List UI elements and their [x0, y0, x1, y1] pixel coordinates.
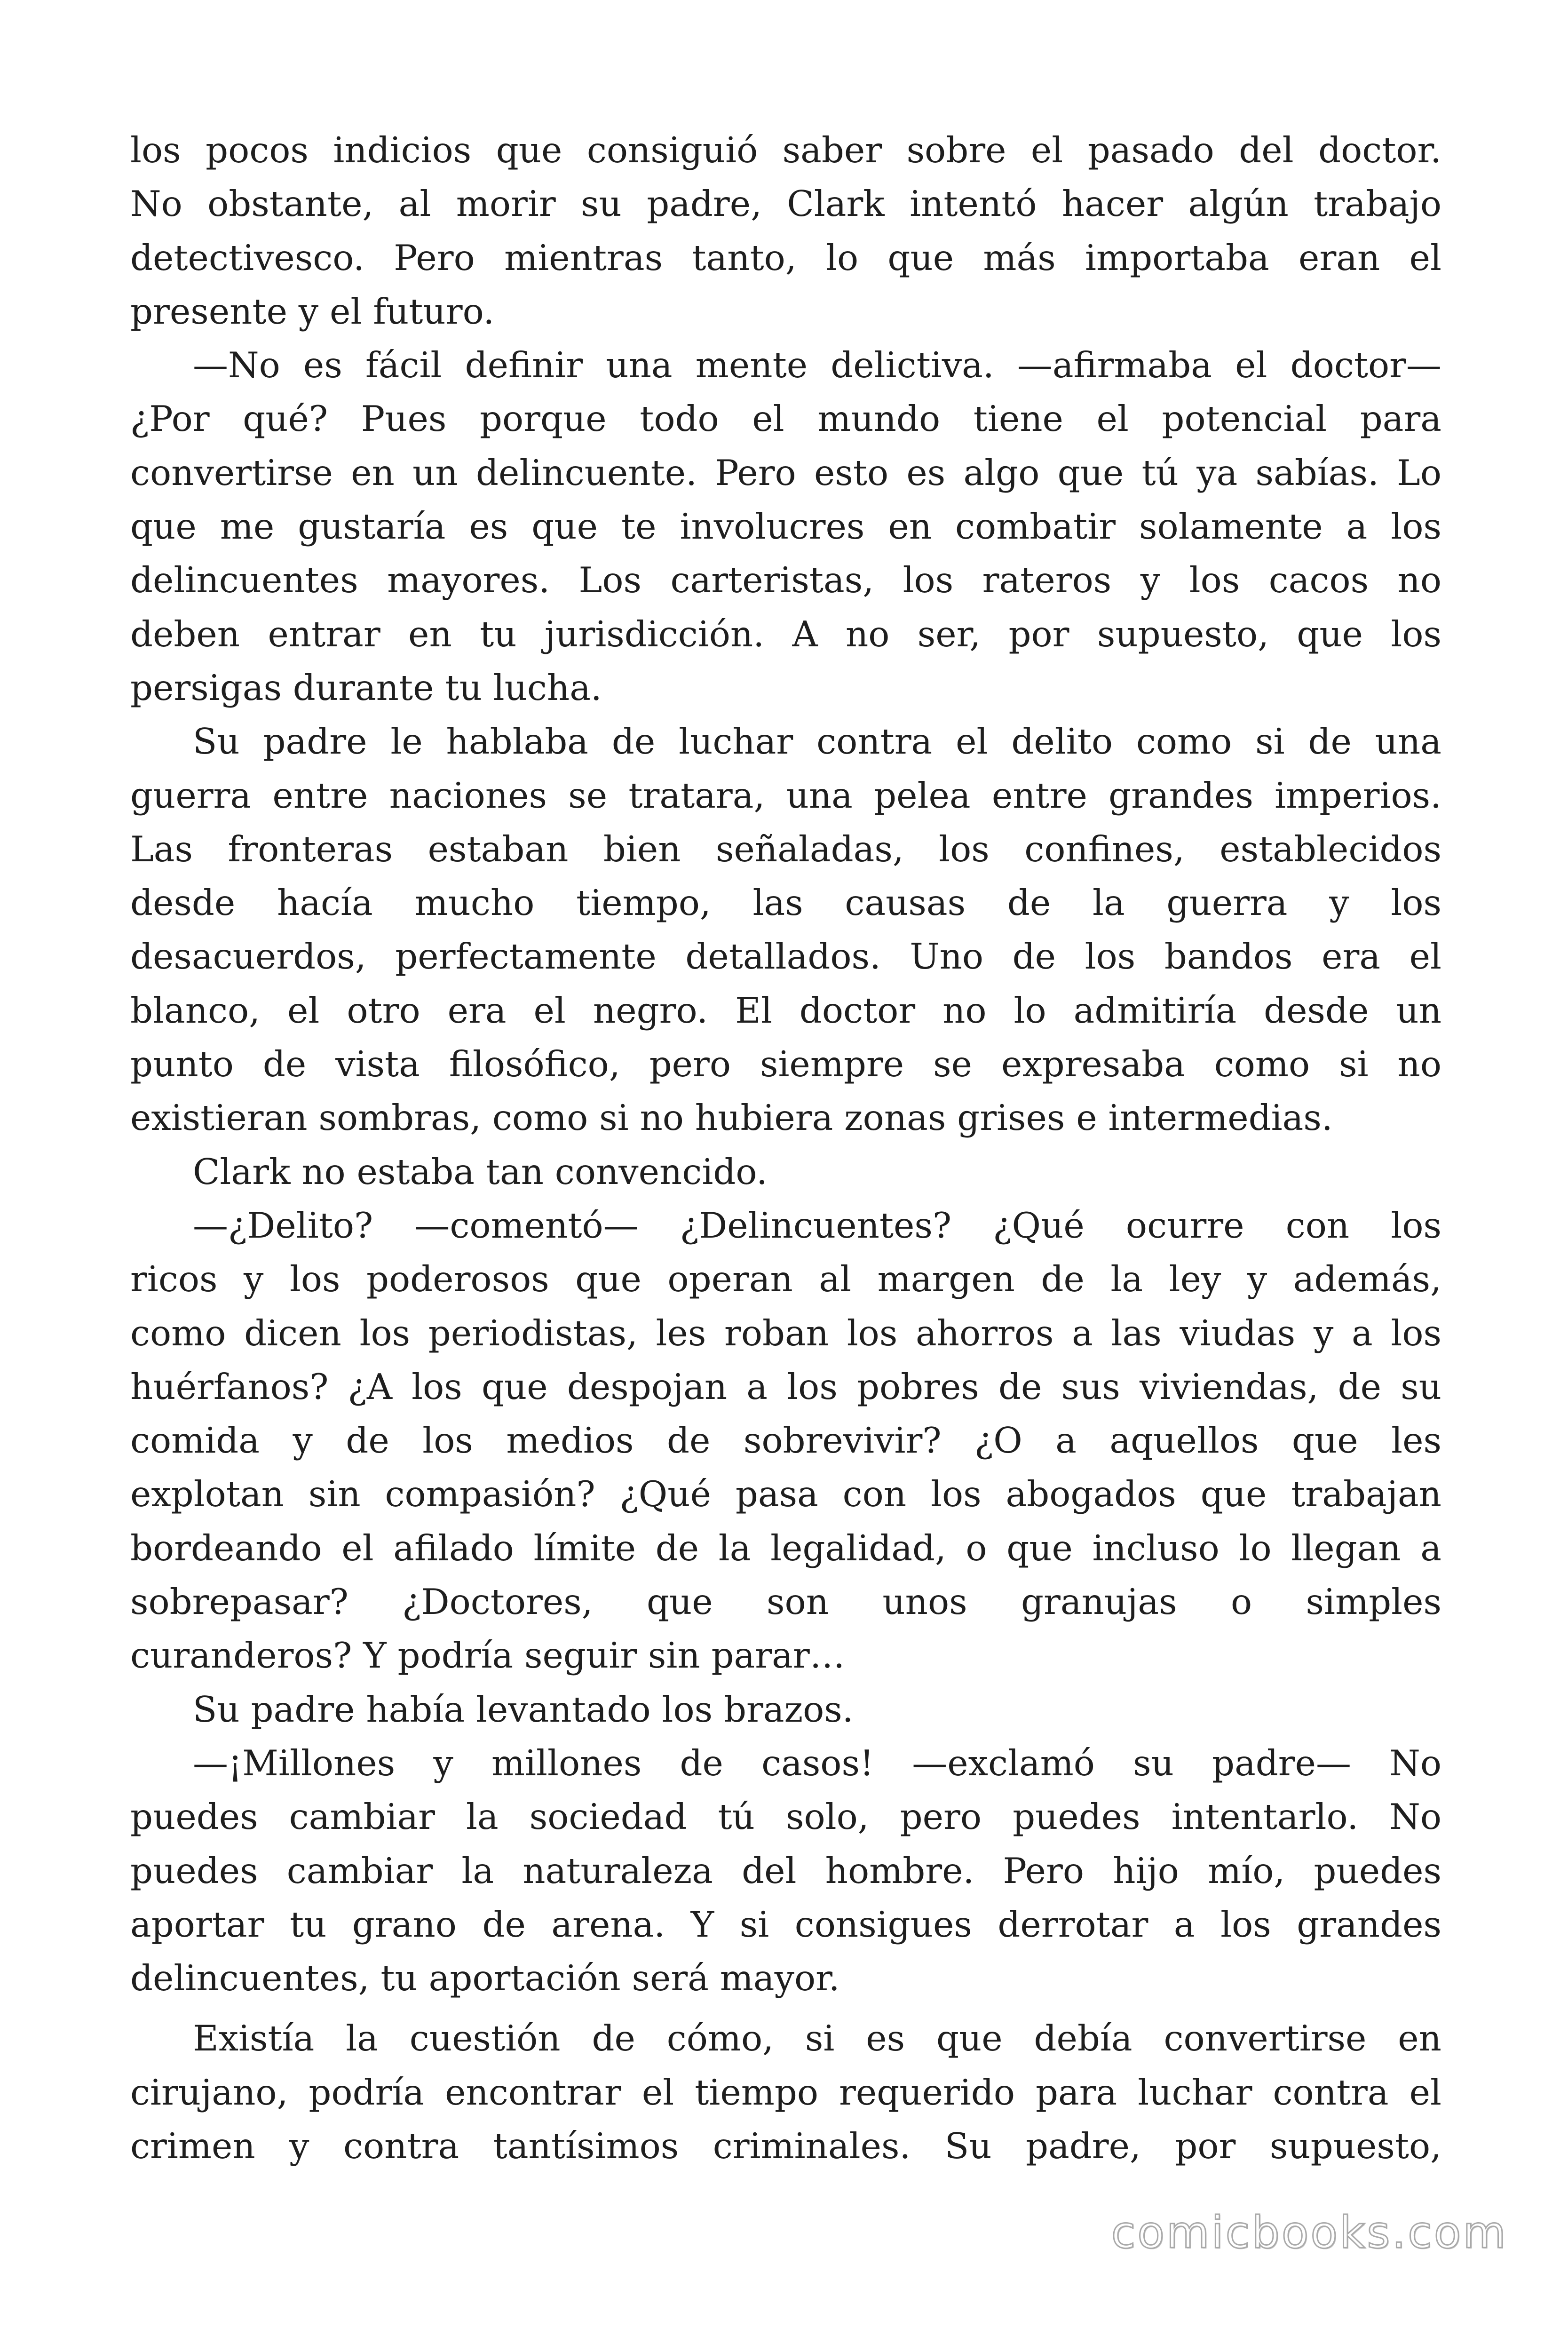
text-line: como dicen los periodistas, les roban los ahorros a las viudas y a los [130, 1312, 1441, 1354]
text-line: ¿Por qué? Pues porque todo el mundo tiene el potencial para [130, 398, 1441, 440]
text-line: ricos y los poderosos que operan al margen de la ley y además, [130, 1258, 1441, 1300]
text-line: deben entrar en tu jurisdicción. A no ser, por supuesto, que los [130, 613, 1441, 655]
text-line: —No es fácil definir una mente delictiva. —afirmaba el doctor— [193, 344, 1441, 386]
text-line: Su padre le hablaba de luchar contra el delito como si de una [193, 721, 1441, 763]
text-line: crimen y contra tantísimos criminales. Su padre, por supuesto, [130, 2125, 1441, 2167]
text-line: los pocos indicios que consiguió saber sobre el pasado del doctor. [130, 129, 1441, 171]
text-line: punto de vista filosófico, pero siempre se expresaba como si no [130, 1043, 1441, 1085]
text-line: guerra entre naciones se tratara, una pelea entre grandes imperios. [130, 774, 1441, 816]
text-line: persigas durante tu lucha. [130, 667, 602, 708]
text-line: presente y el futuro. [130, 290, 495, 332]
watermark-logo: comicbooks.com [1111, 2207, 1508, 2258]
text-line: Las fronteras estaban bien señaladas, los confines, establecidos [130, 828, 1441, 870]
body-text [130, 123, 1441, 2173]
text-line: puedes cambiar la naturaleza del hombre. Pero hijo mío, puedes [130, 1850, 1441, 1891]
text-line: convertirse en un delincuente. Pero esto es algo que tú ya sabías. Lo [130, 452, 1441, 493]
text-line: desde hacía mucho tiempo, las causas de la guerra y los [130, 882, 1441, 924]
text-line: No obstante, al morir su padre, Clark intentó hacer algún trabajo [130, 183, 1441, 225]
text-line: Clark no estaba tan convencido. [193, 1151, 768, 1192]
text-line: detectivesco. Pero mientras tanto, lo que más importaba eran el [130, 237, 1441, 278]
text-line: Su padre había levantado los brazos. [193, 1688, 854, 1730]
text-line: blanco, el otro era el negro. El doctor no lo admitiría desde un [130, 989, 1441, 1031]
text-line: Existía la cuestión de cómo, si es que debía convertirse en [193, 2018, 1441, 2059]
text-line: comida y de los medios de sobrevivir? ¿O a aquellos que les [130, 1420, 1441, 1462]
text-line: sobrepasar? ¿Doctores, que son unos granujas o simples [130, 1581, 1441, 1623]
text-line: delincuentes, tu aportación será mayor. [130, 1957, 840, 1999]
text-line: huérfanos? ¿A los que despojan a los pobres de sus viviendas, de su [130, 1366, 1441, 1407]
text-line: puedes cambiar la sociedad tú solo, pero puedes intentarlo. No [130, 1796, 1441, 1838]
text-line: cirujano, podría encontrar el tiempo requerido para luchar contra el [130, 2071, 1441, 2113]
text-line: —¿Delito? —comentó— ¿Delincuentes? ¿Qué ocurre con los [193, 1204, 1441, 1246]
text-line: curanderos? Y podría seguir sin parar… [130, 1635, 845, 1677]
text-line: aportar tu grano de arena. Y si consigues derrotar a los grandes [130, 1903, 1441, 1945]
text-line: que me gustaría es que te involucres en combatir solamente a los [130, 506, 1441, 548]
text-line: desacuerdos, perfectamente detallados. Uno de los bandos era el [130, 936, 1441, 977]
text-line: bordeando el afilado límite de la legalidad, o que incluso lo llegan a [130, 1527, 1441, 1569]
text-line: explotan sin compasión? ¿Qué pasa con los abogados que trabajan [130, 1473, 1441, 1515]
text-line: delincuentes mayores. Los carteristas, los rateros y los cacos no [130, 559, 1441, 601]
text-line: —¡Millones y millones de casos! —exclamó su padre— No [193, 1742, 1441, 1784]
text-line: existieran sombras, como si no hubiera zonas grises e intermedias. [130, 1097, 1333, 1139]
